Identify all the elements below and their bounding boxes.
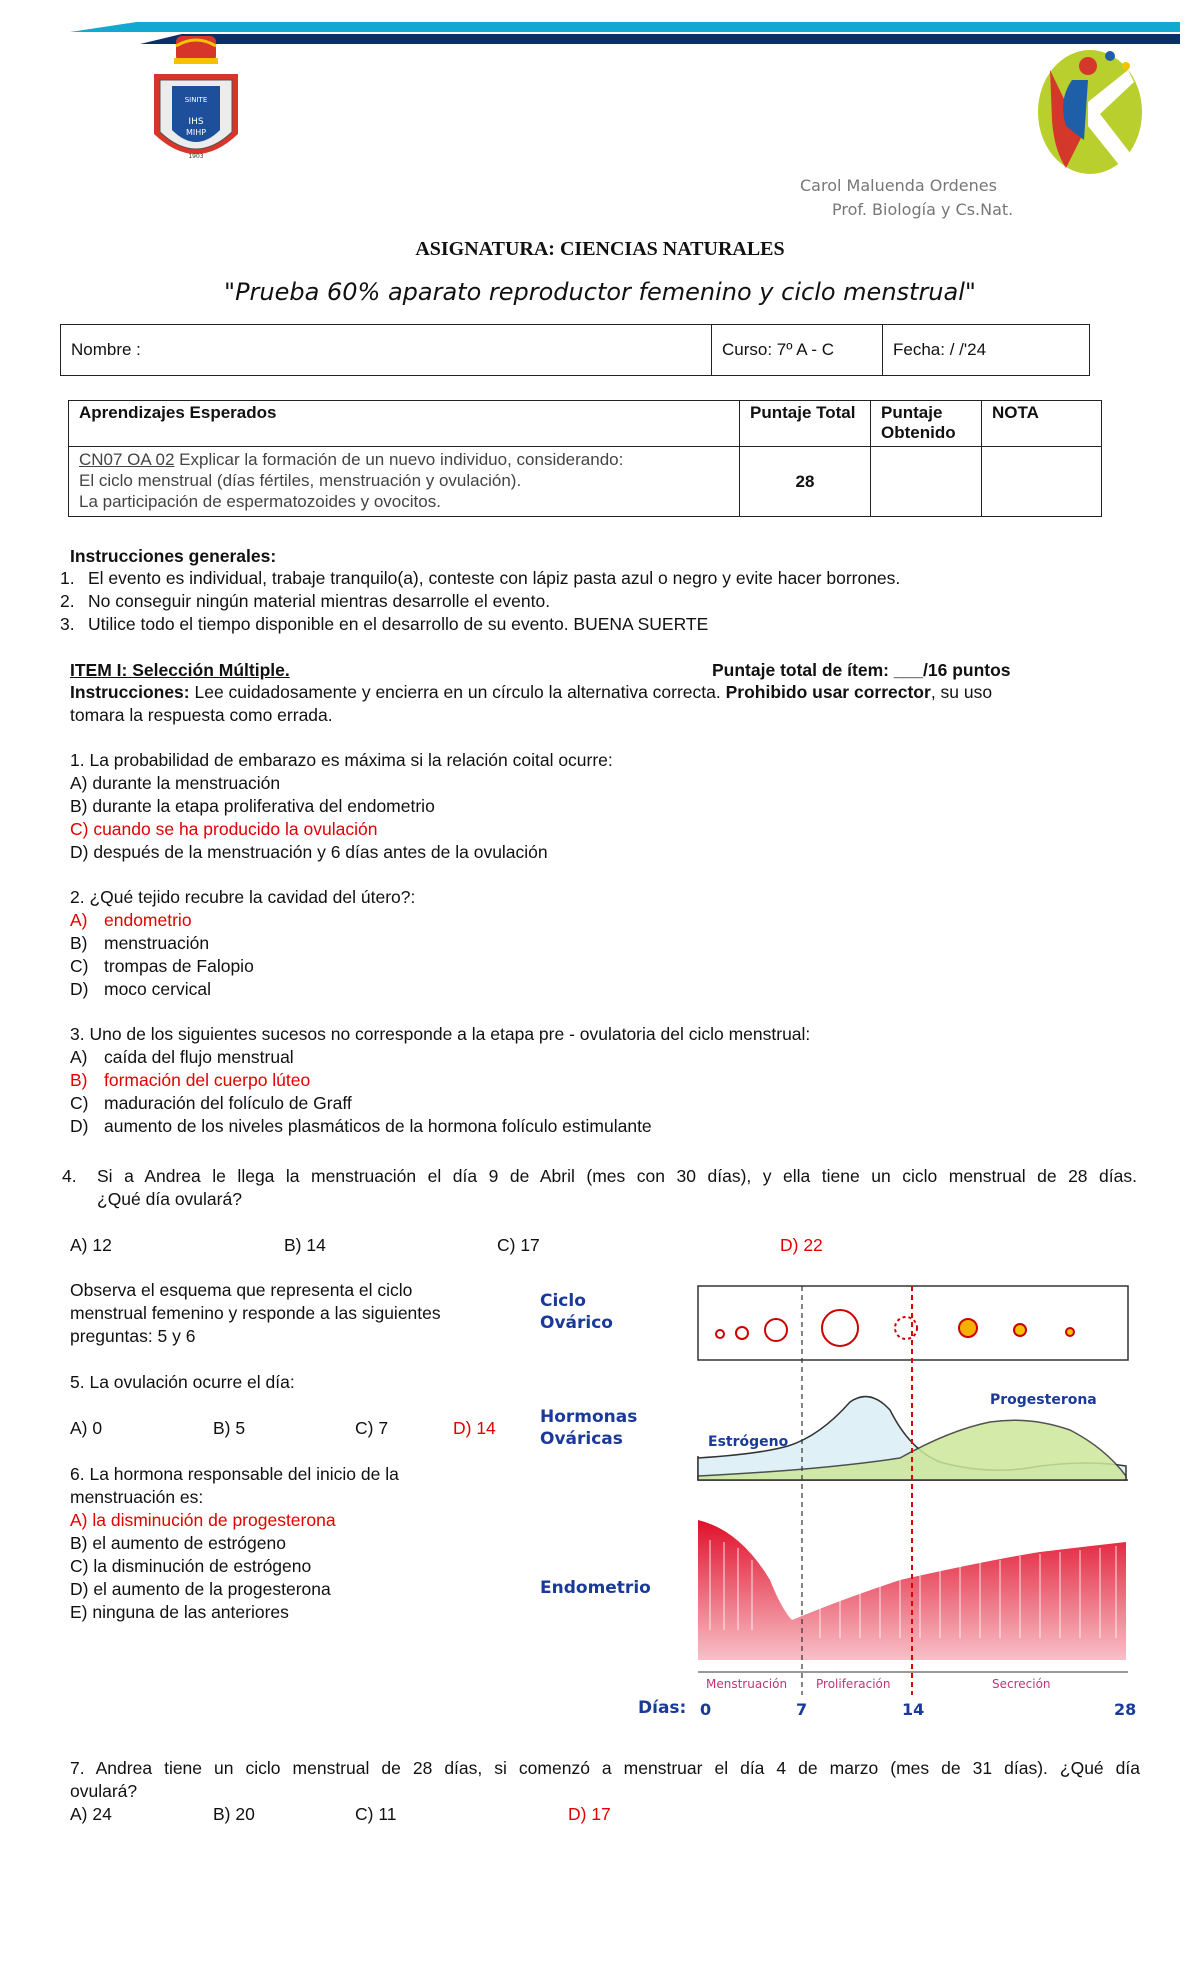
q1-option-c[interactable]: C) cuando se ha producido la ovulación — [70, 819, 378, 839]
q7-option-a[interactable]: A) 24 — [70, 1804, 112, 1824]
label-progesterona: Progesterona — [990, 1392, 1097, 1408]
q5-option-d[interactable]: D) 14 — [453, 1418, 496, 1438]
scheme-intro-2: menstrual femenino y responde a las siguientes — [70, 1303, 441, 1323]
crest-text-1: SINITE — [184, 96, 208, 104]
q3-option-a[interactable]: A) caída del flujo menstrual — [70, 1047, 294, 1067]
q7-text-2: ovulará? — [70, 1781, 138, 1801]
q4-option-d[interactable]: D) 22 — [780, 1235, 823, 1255]
label-ovaricas: Ováricas — [540, 1429, 623, 1449]
objective-line-3: La participación de espermatozoides y ovocitos. — [79, 492, 441, 511]
item1-heading: ITEM I: Selección Múltiple. — [70, 660, 290, 680]
q6-text-2: menstruación es: — [70, 1487, 204, 1507]
day-7: 7 — [796, 1700, 808, 1719]
label-endometrio: Endometrio — [540, 1578, 651, 1598]
obtained-score-header: Puntaje Obtenido — [871, 401, 982, 447]
q7-option-b[interactable]: B) 20 — [213, 1804, 255, 1824]
label-hormonas: Hormonas — [540, 1407, 638, 1427]
label-ovarico: Ovárico — [540, 1313, 613, 1333]
instruction-2: 2. No conseguir ningún material mientras desarrolle el evento. — [60, 591, 551, 611]
q2-text: 2. ¿Qué tejido recubre la cavidad del útero?: — [70, 887, 416, 907]
grade-cell[interactable] — [982, 447, 1102, 517]
crest-text-2: IHS — [188, 117, 204, 127]
crest-text-3: MIHP — [185, 128, 207, 137]
q2-option-d[interactable]: D) moco cervical — [70, 979, 211, 999]
q5-option-a[interactable]: A) 0 — [70, 1418, 103, 1438]
grade-header: NOTA — [982, 401, 1102, 447]
phase-proliferacion: Proliferación — [816, 1677, 891, 1691]
q4-number: 4. — [62, 1166, 77, 1186]
instruction-1: 1. El evento es individual, trabaje tranquilo(a), conteste con lápiz pasta azul o negro y evite hacer borrones. — [60, 568, 901, 588]
learning-objective — [69, 447, 740, 517]
author-block — [800, 174, 1013, 222]
phase-menstruacion: Menstruación — [706, 1677, 788, 1691]
crest-text-year: 1903 — [188, 153, 204, 160]
item1-instructions-2: tomara la respuesta como errada. — [70, 705, 333, 725]
q3-option-c[interactable]: C) maduración del folículo de Graff — [70, 1093, 352, 1113]
label-dias: Días: — [638, 1698, 687, 1718]
q5-text: 5. La ovulación ocurre el día: — [70, 1372, 295, 1392]
q6-option-c[interactable]: C) la disminución de estrógeno — [70, 1556, 312, 1576]
learning-header: Aprendizajes Esperados — [69, 401, 740, 447]
total-score-value: 28 — [740, 447, 871, 517]
day-28: 28 — [1114, 1700, 1137, 1719]
scheme-intro-1: Observa el esquema que representa el ciclo — [70, 1280, 413, 1300]
q2-option-b[interactable]: B) menstruación — [70, 933, 210, 953]
school-crest-logo — [146, 34, 246, 174]
q5-option-c[interactable]: C) 7 — [355, 1418, 389, 1438]
q7-option-d[interactable]: D) 17 — [568, 1804, 611, 1824]
q2-option-a[interactable]: A) endometrio — [70, 910, 192, 930]
phase-secrecion: Secreción — [992, 1677, 1051, 1691]
objective-line-1: Explicar la formación de un nuevo individuo, considerando: — [174, 450, 624, 469]
author-role: Prof. Biología y Cs.Nat. — [832, 200, 1014, 219]
q6-option-a[interactable]: A) la disminución de progesterona — [70, 1510, 336, 1530]
q4-option-b[interactable]: B) 14 — [284, 1235, 326, 1255]
menstrual-cycle-diagram — [520, 1280, 1140, 1720]
q6-option-d[interactable]: D) el aumento de la progesterona — [70, 1579, 331, 1599]
total-score-header: Puntaje Total — [740, 401, 871, 447]
q1-option-d[interactable]: D) después de la menstruación y 6 días antes de la ovulación — [70, 842, 548, 862]
course-field: Curso: 7º A - C — [712, 325, 883, 376]
exam-title: "Prueba 60% aparato reproductor femenino y ciclo menstrual" — [224, 278, 976, 306]
item1-instructions: Instrucciones: Lee cuidadosamente y encierra en un círculo la alternativa correcta. Prohibido usar corrector, su uso — [70, 682, 993, 702]
subject-heading: ASIGNATURA: CIENCIAS NATURALES — [415, 238, 785, 260]
name-field[interactable]: Nombre : — [61, 325, 712, 376]
item1-score: Puntaje total de ítem: ___/16 puntos — [712, 660, 1011, 680]
q1-text: 1. La probabilidad de embarazo es máxima si la relación coital ocurre: — [70, 750, 613, 770]
q7-option-c[interactable]: C) 11 — [355, 1804, 397, 1824]
q5-option-b[interactable]: B) 5 — [213, 1418, 246, 1438]
obtained-score-cell[interactable] — [871, 447, 982, 517]
date-field[interactable]: Fecha: / /'24 — [883, 325, 1090, 376]
q6-text-1: 6. La hormona responsable del inicio de la — [70, 1464, 399, 1484]
q1-option-b[interactable]: B) durante la etapa proliferativa del endometrio — [70, 796, 435, 816]
q3-option-d[interactable]: D) aumento de los niveles plasmáticos de la hormona folículo estimulante — [70, 1116, 652, 1136]
q4-text-2: ¿Qué día ovulará? — [97, 1189, 242, 1209]
label-estrogeno: Estrógeno — [708, 1434, 789, 1450]
label-ciclo: Ciclo — [540, 1291, 586, 1311]
objective-line-2: El ciclo menstrual (días fértiles, menstruación y ovulación). — [79, 471, 522, 490]
objective-code: CN07 OA 02 — [79, 450, 175, 469]
q4-text-1: Si a Andrea le llega la menstruación el día 9 de Abril (mes con 30 días), y ella tiene un ciclo menstrual de 28 días. — [97, 1166, 1137, 1186]
q6-option-e[interactable]: E) ninguna de las anteriores — [70, 1602, 289, 1622]
q3-option-b[interactable]: B) formación del cuerpo lúteo — [70, 1070, 311, 1090]
q6-option-b[interactable]: B) el aumento de estrógeno — [70, 1533, 286, 1553]
q1-option-a[interactable]: A) durante la menstruación — [70, 773, 281, 793]
learning-table — [68, 400, 1102, 517]
q2-option-c[interactable]: C) trompas de Falopio — [70, 956, 254, 976]
q7-text-1: 7. Andrea tiene un ciclo menstrual de 28 días, si comenzó a menstruar el día 4 de marzo (mes de 31 días). ¿Qué día — [70, 1758, 1140, 1778]
instruction-3: 3. Utilice todo el tiempo disponible en el desarrollo de su evento. BUENA SUERTE — [60, 614, 709, 634]
day-0: 0 — [700, 1700, 712, 1719]
day-14: 14 — [902, 1700, 925, 1719]
scheme-intro-3: preguntas: 5 y 6 — [70, 1326, 196, 1346]
q4-option-a[interactable]: A) 12 — [70, 1235, 112, 1255]
student-info-table — [60, 324, 1090, 376]
author-name: Carol Maluenda Ordenes — [800, 176, 997, 195]
q3-text: 3. Uno de los siguientes sucesos no corresponde a la etapa pre - ovulatoria del ciclo menstrual: — [70, 1024, 811, 1044]
instructions-heading: Instrucciones generales: — [70, 546, 277, 566]
q4-option-c[interactable]: C) 17 — [497, 1235, 540, 1255]
course-logo — [1030, 40, 1150, 180]
